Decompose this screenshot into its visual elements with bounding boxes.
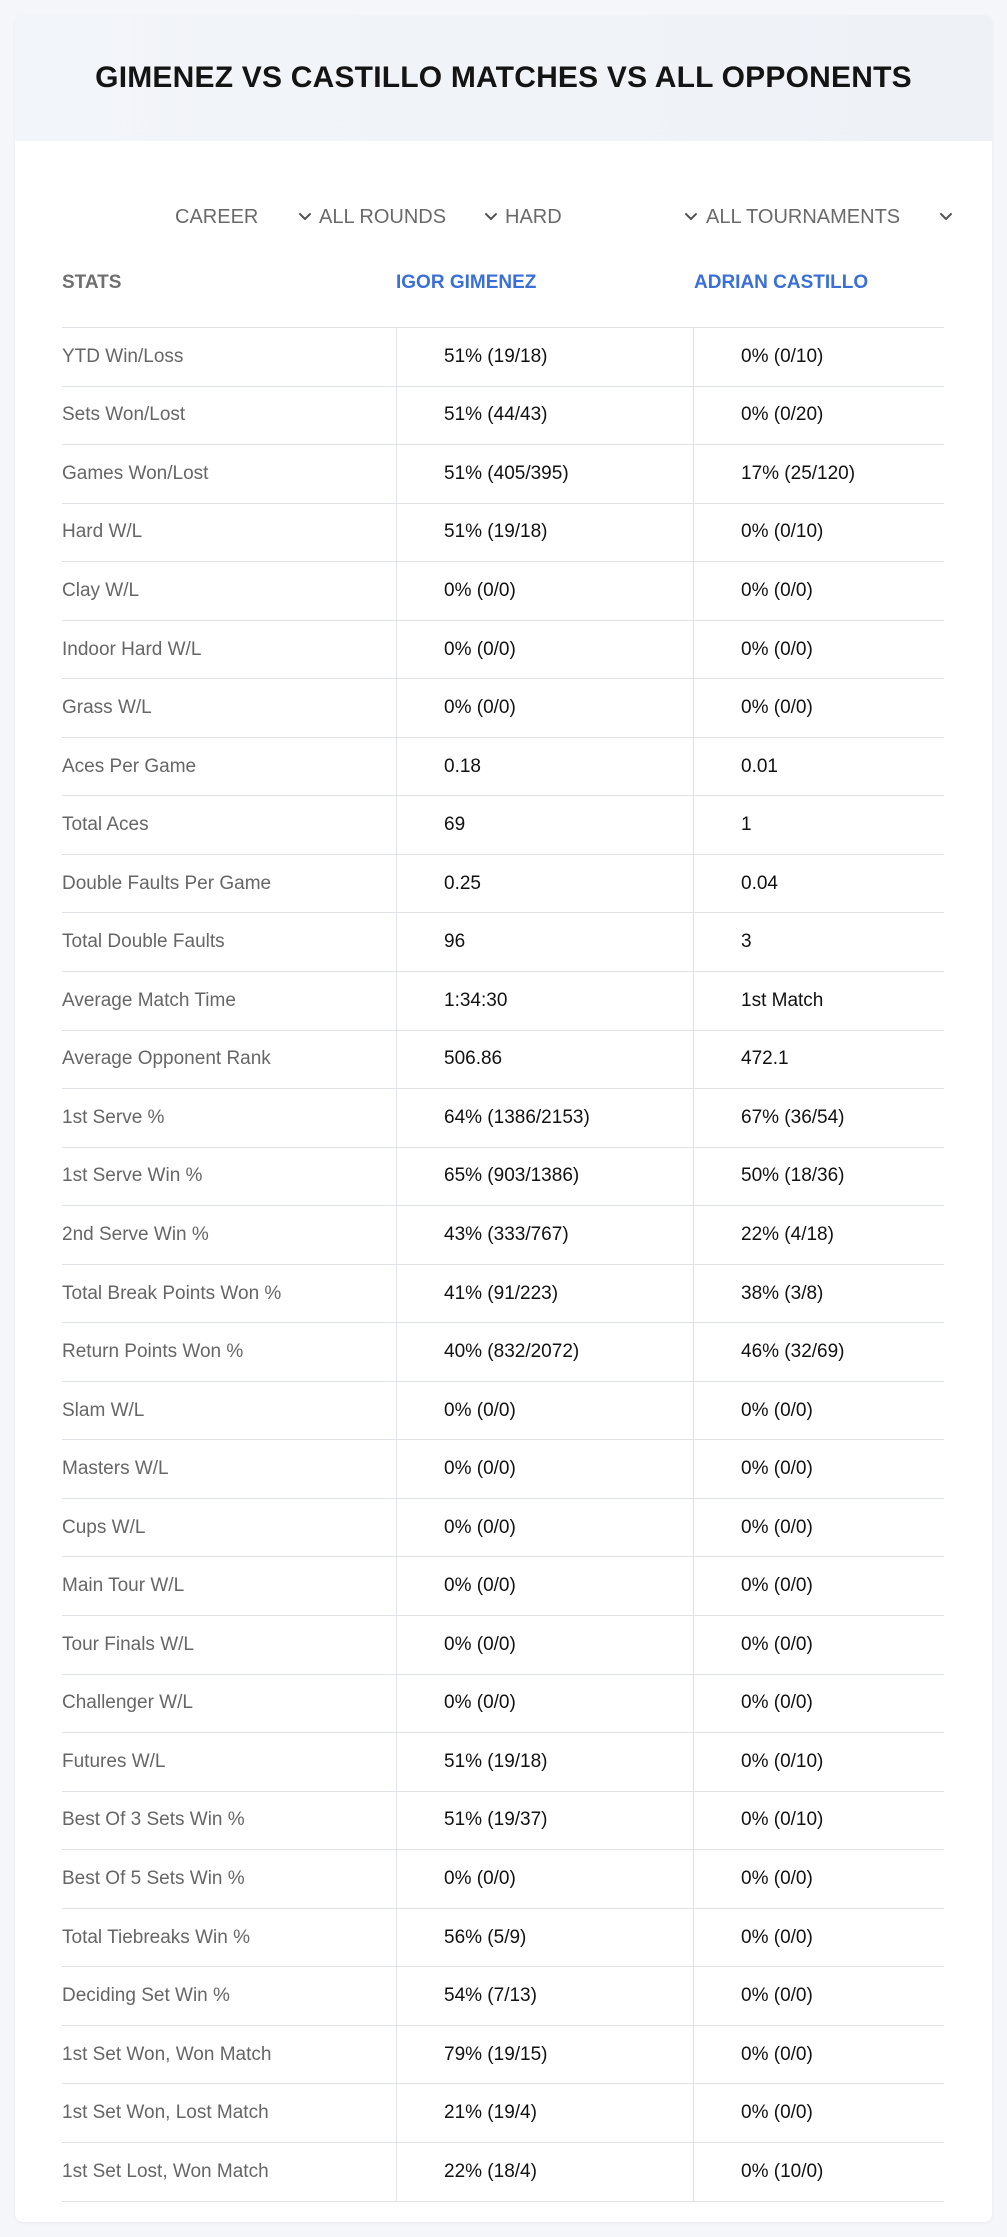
stat-label: Average Match Time: [62, 989, 236, 1011]
stat-label: 1st Set Won, Won Match: [62, 2043, 272, 2065]
player1-value: 51% (19/37): [396, 1792, 693, 1850]
column-header-stats: STATS: [62, 272, 122, 293]
player2-value: 38% (3/8): [693, 1265, 944, 1323]
table-row: [62, 679, 944, 738]
table-row: [62, 1382, 944, 1441]
player1-value: 22% (18/4): [396, 2143, 693, 2201]
stat-label: Masters W/L: [62, 1458, 169, 1480]
player2-value: 0% (0/0): [693, 679, 944, 737]
player1-value: 0% (0/0): [396, 1616, 693, 1674]
tournament-select[interactable]: [706, 187, 954, 247]
stat-label: Best Of 5 Sets Win %: [62, 1867, 245, 1889]
table-row: [62, 387, 944, 446]
filter-bar: [15, 187, 992, 247]
period-select[interactable]: [175, 187, 313, 247]
player1-value: 0% (0/0): [396, 1499, 693, 1557]
chevron-down-icon: [938, 209, 954, 225]
table-row: [62, 328, 944, 387]
chevron-down-icon: [683, 209, 699, 225]
table-row: [62, 855, 944, 914]
table-row: [62, 913, 944, 972]
stat-label: Sets Won/Lost: [62, 404, 186, 426]
player1-value: 0% (0/0): [396, 1382, 693, 1440]
table-row: [62, 504, 944, 563]
player2-value: 472.1: [693, 1031, 944, 1089]
player2-value: 0% (0/0): [693, 1440, 944, 1498]
player2-value: 0.04: [693, 855, 944, 913]
stat-label: Indoor Hard W/L: [62, 638, 202, 660]
player1-value: 0.25: [396, 855, 693, 913]
player1-value: 0% (0/0): [396, 679, 693, 737]
player1-value: 0% (0/0): [396, 1557, 693, 1615]
table-row: [62, 1733, 944, 1792]
player2-value: 22% (4/18): [693, 1206, 944, 1264]
player2-value: 0% (0/10): [693, 1792, 944, 1850]
player2-value: 46% (32/69): [693, 1323, 944, 1381]
table-row: [62, 1323, 944, 1382]
table-header: [62, 250, 944, 328]
player2-value: 1: [693, 796, 944, 854]
stat-label: 1st Serve Win %: [62, 1165, 203, 1187]
stat-label: 1st Serve %: [62, 1106, 165, 1128]
player2-link[interactable]: ADRIAN CASTILLO: [694, 272, 869, 293]
player1-value: 41% (91/223): [396, 1265, 693, 1323]
player1-value: 21% (19/4): [396, 2084, 693, 2142]
table-row: [62, 1265, 944, 1324]
stat-label: 1st Set Won, Lost Match: [62, 2102, 269, 2124]
player1-value: 54% (7/13): [396, 1967, 693, 2025]
player1-value: 65% (903/1386): [396, 1148, 693, 1206]
player2-value: 67% (36/54): [693, 1089, 944, 1147]
table-row: [62, 1206, 944, 1265]
player1-value: 69: [396, 796, 693, 854]
table-row: [62, 1792, 944, 1851]
stat-label: Average Opponent Rank: [62, 1048, 271, 1070]
player2-value: 0% (0/0): [693, 621, 944, 679]
stats-card: [15, 15, 992, 2222]
player1-value: 0% (0/0): [396, 562, 693, 620]
stats-table: [62, 250, 944, 2202]
player2-value: 50% (18/36): [693, 1148, 944, 1206]
period-select-value: CAREER: [175, 205, 259, 228]
table-row: [62, 1967, 944, 2026]
player2-value: 1st Match: [693, 972, 944, 1030]
stat-label: Clay W/L: [62, 579, 140, 601]
stat-label: Return Points Won %: [62, 1341, 244, 1363]
table-body: [62, 328, 944, 2202]
stat-label: Cups W/L: [62, 1516, 146, 1538]
player1-value: 51% (19/18): [396, 1733, 693, 1791]
player2-value: 0% (0/10): [693, 1733, 944, 1791]
player2-value: 3: [693, 913, 944, 971]
table-row: [62, 796, 944, 855]
player1-value: 51% (19/18): [396, 328, 693, 386]
player2-value: 0% (0/0): [693, 1675, 944, 1733]
stat-label: 1st Set Lost, Won Match: [62, 2160, 269, 2182]
table-row: [62, 1440, 944, 1499]
round-select[interactable]: [319, 187, 499, 247]
stat-label: YTD Win/Loss: [62, 345, 184, 367]
chevron-down-icon: [483, 209, 499, 225]
player1-value: 0% (0/0): [396, 621, 693, 679]
player1-link[interactable]: IGOR GIMENEZ: [396, 272, 537, 293]
stat-label: Games Won/Lost: [62, 462, 209, 484]
player2-value: 0% (0/0): [693, 2084, 944, 2142]
table-row: [62, 621, 944, 680]
stat-label: Best Of 3 Sets Win %: [62, 1809, 245, 1831]
stat-label: Hard W/L: [62, 521, 143, 543]
stat-label: Deciding Set Win %: [62, 1985, 230, 2007]
stat-label: Aces Per Game: [62, 755, 197, 777]
player1-value: 51% (405/395): [396, 445, 693, 503]
player2-value: 0% (0/0): [693, 2026, 944, 2084]
table-row: [62, 1148, 944, 1207]
player2-value: 0% (10/0): [693, 2143, 944, 2201]
table-row: [62, 738, 944, 797]
table-row: [62, 562, 944, 621]
card-header: [15, 15, 992, 141]
stat-label: Total Double Faults: [62, 931, 225, 953]
table-row: [62, 2084, 944, 2143]
stat-label: Challenger W/L: [62, 1692, 193, 1714]
stat-label: Total Aces: [62, 814, 149, 836]
table-row: [62, 1850, 944, 1909]
player1-value: 1:34:30: [396, 972, 693, 1030]
stat-label: Double Faults Per Game: [62, 872, 272, 894]
surface-select-value: HARD: [505, 205, 562, 228]
player2-value: 17% (25/120): [693, 445, 944, 503]
table-row: [62, 1557, 944, 1616]
player1-value: 96: [396, 913, 693, 971]
player2-value: 0% (0/0): [693, 1499, 944, 1557]
stat-label: Slam W/L: [62, 1399, 145, 1421]
player2-value: 0% (0/0): [693, 1909, 944, 1967]
player1-value: 506.86: [396, 1031, 693, 1089]
player1-value: 51% (19/18): [396, 504, 693, 562]
table-row: [62, 1616, 944, 1675]
table-row: [62, 2143, 944, 2202]
page-title: GIMENEZ VS CASTILLO MATCHES VS ALL OPPONENTS: [95, 61, 912, 94]
player2-value: 0% (0/0): [693, 1557, 944, 1615]
tournament-select-value: ALL TOURNAMENTS: [706, 205, 901, 228]
stat-label: Futures W/L: [62, 1750, 166, 1772]
stat-label: Grass W/L: [62, 697, 152, 719]
player2-value: 0% (0/10): [693, 504, 944, 562]
table-row: [62, 1909, 944, 1968]
table-row: [62, 1031, 944, 1090]
stat-label: Tour Finals W/L: [62, 1633, 194, 1655]
player1-value: 56% (5/9): [396, 1909, 693, 1967]
player2-value: 0% (0/0): [693, 1382, 944, 1440]
player1-value: 43% (333/767): [396, 1206, 693, 1264]
player2-value: 0% (0/10): [693, 328, 944, 386]
table-row: [62, 445, 944, 504]
player2-value: 0% (0/20): [693, 387, 944, 445]
table-row: [62, 2026, 944, 2085]
player1-value: 51% (44/43): [396, 387, 693, 445]
table-row: [62, 1089, 944, 1148]
player1-value: 0.18: [396, 738, 693, 796]
stat-label: Total Tiebreaks Win %: [62, 1926, 250, 1948]
table-row: [62, 972, 944, 1031]
table-row: [62, 1675, 944, 1734]
player1-value: 64% (1386/2153): [396, 1089, 693, 1147]
player1-value: 0% (0/0): [396, 1440, 693, 1498]
player1-value: 40% (832/2072): [396, 1323, 693, 1381]
player1-value: 0% (0/0): [396, 1850, 693, 1908]
player2-value: 0% (0/0): [693, 1850, 944, 1908]
surface-select[interactable]: [505, 187, 699, 247]
player2-value: 0.01: [693, 738, 944, 796]
player2-value: 0% (0/0): [693, 562, 944, 620]
player1-value: 79% (19/15): [396, 2026, 693, 2084]
table-row: [62, 1499, 944, 1558]
stat-label: 2nd Serve Win %: [62, 1223, 209, 1245]
player1-value: 0% (0/0): [396, 1675, 693, 1733]
round-select-value: ALL ROUNDS: [319, 205, 447, 228]
chevron-down-icon: [297, 209, 313, 225]
player2-value: 0% (0/0): [693, 1616, 944, 1674]
player2-value: 0% (0/0): [693, 1967, 944, 2025]
stat-label: Main Tour W/L: [62, 1575, 185, 1597]
stat-label: Total Break Points Won %: [62, 1282, 282, 1304]
